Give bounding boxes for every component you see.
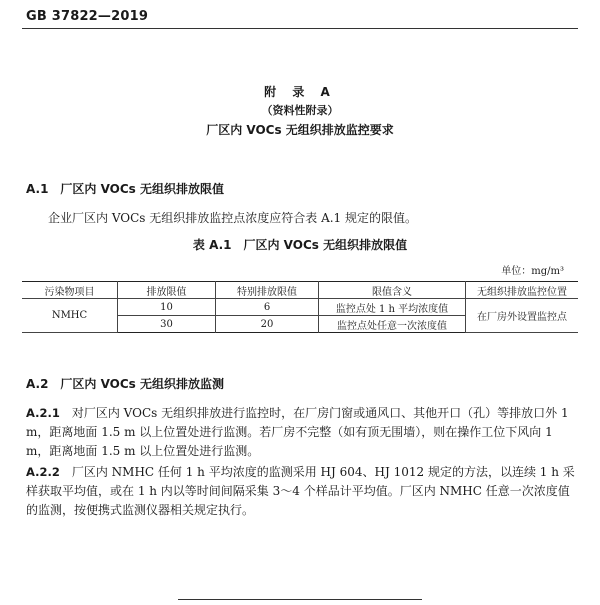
- header-pollutant: 污染物项目: [22, 282, 118, 299]
- clause-a22-number: A.2.2: [26, 465, 60, 479]
- cell-meaning: 监控点处任意一次浓度值: [319, 316, 466, 333]
- header-rule: [22, 28, 578, 29]
- clause-a22: [26, 463, 578, 520]
- table-row: [22, 299, 578, 316]
- cell-pollutant: NMHC: [22, 299, 118, 333]
- table-unit: 单位：mg/m³: [501, 266, 564, 277]
- cell-special-limit: 20: [216, 316, 319, 333]
- header-limit: 排放限值: [118, 282, 216, 299]
- clause-a21-text: 对厂区内 VOCs 无组织排放进行监控时，在厂房门窗或通风口、其他开口（孔）等排放口外 1 m，距离地面 1.5 m 以上位置处进行监测。若厂房不完整（如有顶无围墙），则在操作工位下风向 1 m，距离地面 1.5 m 以上位置处进行监测。: [26, 406, 569, 458]
- clause-a21-number: A.2.1: [26, 406, 60, 420]
- cell-limit: 10: [118, 299, 216, 316]
- cell-special-limit: 6: [216, 299, 319, 316]
- cell-limit: 30: [118, 316, 216, 333]
- header-special-limit: 特别排放限值: [216, 282, 319, 299]
- cell-meaning: 监控点处 1 h 平均浓度值: [319, 299, 466, 316]
- header-meaning: 限值含义: [319, 282, 466, 299]
- section-a2-heading: A.2 厂区内 VOCs 无组织排放监测: [26, 377, 225, 391]
- header-location: 无组织排放监控位置: [466, 282, 579, 299]
- standard-code: GB 37822—2019: [26, 9, 149, 24]
- annex-type: （资料性附录）: [261, 104, 339, 117]
- annex-heading: 厂区内 VOCs 无组织排放监控要求: [206, 123, 394, 137]
- section-a1-paragraph: 企业厂区内 VOCs 无组织排放监控点浓度应符合表 A.1 规定的限值。: [48, 211, 418, 225]
- annex-title: 附 录 A: [264, 85, 336, 99]
- clause-a21: [26, 404, 578, 461]
- section-a1-heading: A.1 厂区内 VOCs 无组织排放限值: [26, 182, 225, 196]
- table-header-row: [22, 282, 578, 299]
- table-caption: 表 A.1 厂区内 VOCs 无组织排放限值: [192, 238, 408, 252]
- footer-rule: [178, 599, 422, 600]
- clause-a22-text: 厂区内 NMHC 任何 1 h 平均浓度的监测采用 HJ 604、HJ 1012 规定的方法，以连续 1 h 采样获取平均值，或在 1 h 内以等时间间隔采集 3～4 个样品计平均值。厂区内 NMHC 任意一次浓度值的监测，按便携式监测仪器相关规定执行。: [26, 465, 575, 517]
- limits-table: [22, 281, 578, 333]
- cell-location: 在厂房外设置监控点: [466, 299, 579, 333]
